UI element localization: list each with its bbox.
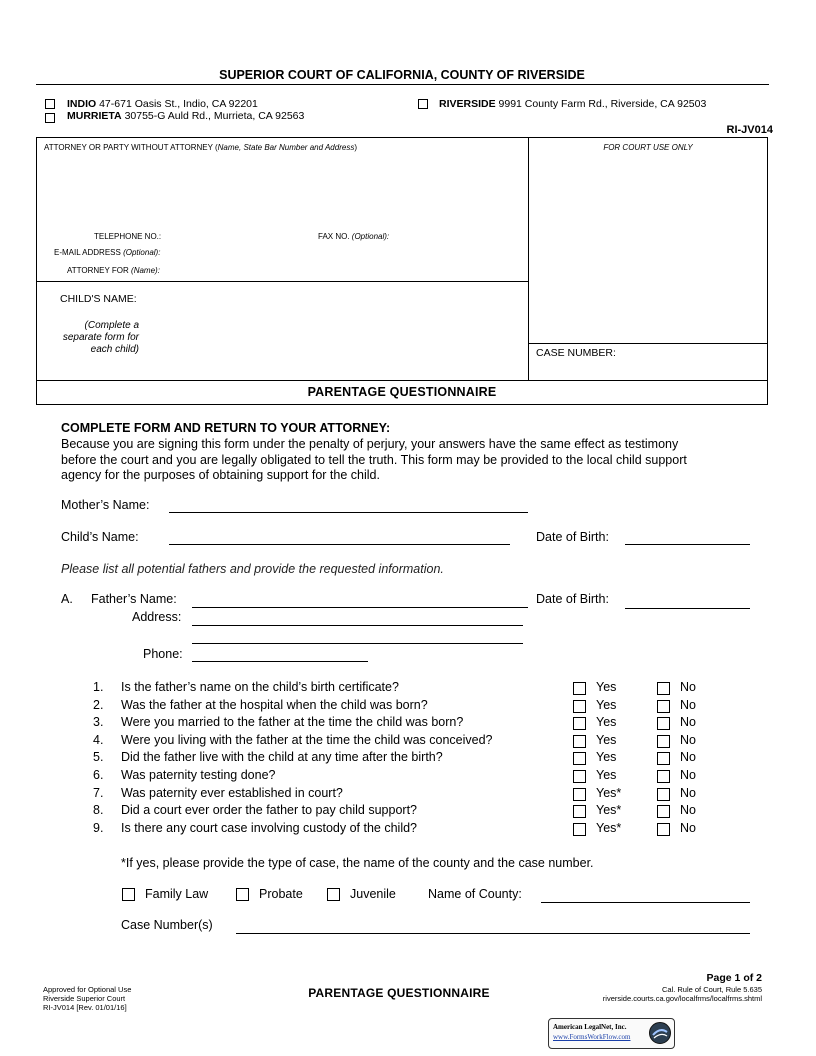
riverside-name: RIVERSIDE (439, 98, 496, 110)
logo-company: American LegalNet, Inc. (553, 1023, 627, 1031)
fax-label-text: FAX NO. (318, 232, 350, 241)
question-text: Was paternity ever established in court? (121, 785, 343, 800)
question-text: Were you married to the father at the time the child was born? (121, 715, 464, 730)
no-label: No (680, 768, 696, 782)
footer-right (560, 985, 762, 1003)
no-checkbox[interactable] (657, 752, 670, 765)
case-numbers-label: Case Number(s) (121, 918, 213, 932)
attorney-label-end: ) (354, 143, 357, 152)
childs-note-line2: separate form for (62, 332, 139, 343)
no-label: No (680, 785, 696, 800)
attorney-for-label (67, 266, 160, 275)
question-row (0, 750, 816, 768)
logo-url: www.FormsWorkFlow.com (553, 1033, 631, 1041)
question-text: Were you living with the father at the time the child was conceived? (121, 732, 493, 747)
yes-checkbox[interactable] (573, 752, 586, 765)
footer-rule: Cal. Rule of Court, Rule 5.635 (661, 985, 762, 994)
childs-note-line1: (Complete a (84, 320, 139, 331)
email-optional: (Optional): (123, 248, 161, 257)
no-label: No (680, 750, 696, 765)
yes-label: Yes* (596, 803, 622, 818)
question-row (0, 698, 816, 716)
indio-address: 47-671 Oasis St., Indio, CA 92201 (99, 98, 258, 110)
murrieta-location (67, 110, 304, 122)
address-label: Address: (132, 610, 182, 624)
fathers-name-input[interactable] (192, 607, 528, 608)
email-label (54, 248, 160, 257)
childs-name-caption-input[interactable] (150, 288, 520, 304)
childs-name-field-label: Child’s Name: (61, 530, 139, 544)
attorney-section-divider (36, 281, 528, 282)
address-line1-input[interactable] (192, 625, 523, 626)
no-checkbox[interactable] (657, 682, 670, 695)
yes-checkbox[interactable] (573, 735, 586, 748)
yes-label: Yes (596, 715, 617, 730)
yes-checkbox[interactable] (573, 788, 586, 801)
question-number: 1. (93, 680, 104, 694)
indio-location (67, 98, 258, 110)
intro-line2: before the court and you are legally obligated to tell the truth. This form may be provided to the local child support (61, 452, 687, 467)
intro-text (61, 437, 687, 484)
father-dob-label: Date of Birth: (536, 592, 609, 606)
email-input[interactable] (165, 245, 520, 257)
attorney-label-text: ATTORNEY OR PARTY WITHOUT ATTORNEY ( (44, 143, 218, 152)
attorney-label (44, 143, 357, 152)
no-label: No (680, 820, 696, 835)
case-number-input[interactable] (536, 360, 764, 376)
yes-checkbox[interactable] (573, 805, 586, 818)
no-label: No (680, 732, 696, 747)
murrieta-checkbox[interactable] (45, 113, 55, 123)
no-label: No (680, 715, 696, 730)
juvenile-label: Juvenile (350, 887, 396, 901)
fathers-instruction: Please list all potential fathers and provide the requested information. (61, 562, 444, 576)
yes-label: Yes (596, 697, 617, 712)
footer-title: PARENTAGE QUESTIONNAIRE (308, 986, 490, 1000)
attorney-input[interactable] (40, 152, 524, 230)
followup-note: *If yes, please provide the type of case, the name of the county and the case number. (121, 856, 594, 870)
question-row (0, 680, 816, 698)
question-text: Did a court ever order the father to pay child support? (121, 803, 417, 818)
riverside-checkbox[interactable] (418, 99, 428, 109)
attorney-for-text: ATTORNEY FOR (67, 266, 129, 275)
globe-icon (648, 1021, 672, 1045)
question-text: Was paternity testing done? (121, 768, 276, 782)
no-label: No (680, 803, 696, 818)
question-row (0, 733, 816, 751)
child-dob-input[interactable] (625, 544, 750, 545)
yes-label: Yes* (596, 820, 622, 835)
attorney-for-input[interactable] (165, 263, 520, 275)
yes-label: Yes (596, 680, 617, 694)
question-row (0, 715, 816, 733)
page-number: Page 1 of 2 (706, 972, 762, 984)
court-use-divider (528, 343, 768, 344)
address-line2-input[interactable] (192, 643, 523, 644)
footer-url: riverside.courts.ca.gov/localfrms/localfrms.shtml (602, 994, 762, 1003)
question-row (0, 768, 816, 786)
question-number: 8. (93, 803, 104, 818)
childs-name-label: CHILD'S NAME: (60, 293, 137, 305)
question-number: 3. (93, 715, 104, 730)
questions-list (0, 680, 816, 840)
no-checkbox[interactable] (657, 717, 670, 730)
probate-label: Probate (259, 887, 303, 901)
intro-heading: COMPLETE FORM AND RETURN TO YOUR ATTORNEY: (61, 421, 391, 435)
form-code: RI-JV014 (726, 124, 773, 136)
question-number: 2. (93, 697, 104, 712)
fathers-name-label: Father’s Name: (91, 592, 177, 606)
no-label: No (680, 697, 696, 712)
indio-name: INDIO (67, 98, 97, 110)
title-divider (36, 380, 768, 381)
question-number: 9. (93, 820, 104, 835)
intro-line3: agency for the purposes of obtaining support for the child. (61, 468, 380, 482)
yes-label: Yes (596, 768, 617, 782)
question-number: 6. (93, 768, 104, 782)
no-checkbox[interactable] (657, 770, 670, 783)
yes-checkbox[interactable] (573, 770, 586, 783)
case-number-label: CASE NUMBER: (536, 347, 616, 359)
question-number: 7. (93, 785, 104, 800)
childs-name-note (40, 320, 139, 356)
mothers-name-label: Mother’s Name: (61, 498, 150, 512)
telephone-label: TELEPHONE NO.: (94, 232, 162, 241)
section-a-label: A. (61, 592, 73, 606)
case-numbers-input[interactable] (236, 933, 750, 934)
question-text: Is there any court case involving custody of the child? (121, 820, 417, 835)
no-checkbox[interactable] (657, 788, 670, 801)
county-label: Name of County: (428, 887, 522, 901)
question-number: 4. (93, 732, 104, 747)
no-label: No (680, 680, 696, 694)
county-input[interactable] (541, 902, 750, 903)
legalnet-logo[interactable] (548, 1018, 675, 1049)
yes-checkbox[interactable] (573, 823, 586, 836)
juvenile-checkbox[interactable] (327, 888, 340, 901)
childs-name-input[interactable] (169, 544, 510, 545)
question-row (0, 821, 816, 839)
question-number: 5. (93, 750, 104, 765)
yes-checkbox[interactable] (573, 717, 586, 730)
fax-label (318, 232, 389, 241)
no-checkbox[interactable] (657, 735, 670, 748)
header-divider (36, 84, 769, 85)
question-text: Was the father at the hospital when the child was born? (121, 697, 428, 712)
child-dob-label: Date of Birth: (536, 530, 609, 544)
fax-optional: (Optional): (351, 232, 390, 241)
yes-label: Yes (596, 732, 617, 747)
no-checkbox[interactable] (657, 823, 670, 836)
phone-label: Phone: (143, 647, 183, 661)
court-use-label: FOR COURT USE ONLY (603, 143, 693, 152)
court-title: SUPERIOR COURT OF CALIFORNIA, COUNTY OF RIVERSIDE (219, 68, 585, 82)
family-law-label: Family Law (145, 887, 209, 901)
footer-approved: Approved for Optional Use (43, 985, 132, 994)
yes-checkbox[interactable] (573, 700, 586, 713)
intro-line1: Because you are signing this form under the penalty of perjury, your answers have the same effect as testimony (61, 437, 679, 451)
no-checkbox[interactable] (657, 700, 670, 713)
father-dob-input[interactable] (625, 608, 750, 609)
question-text: Is the father’s name on the child’s birth certificate? (121, 680, 399, 694)
question-row (0, 803, 816, 821)
riverside-address: 9991 County Farm Rd., Riverside, CA 92503 (498, 98, 707, 110)
yes-label: Yes (596, 750, 617, 765)
question-text: Did the father live with the child at any time after the birth? (121, 750, 443, 765)
phone-input[interactable] (192, 661, 368, 662)
footer-court: Riverside Superior Court (43, 994, 126, 1003)
indio-checkbox[interactable] (45, 99, 55, 109)
telephone-input[interactable] (165, 229, 305, 241)
footer-rev: RI-JV014 [Rev. 01/01/16] (43, 1003, 127, 1012)
murrieta-name: MURRIETA (67, 110, 122, 122)
yes-label: Yes* (596, 785, 622, 800)
question-row (0, 786, 816, 804)
attorney-for-name: (Name): (131, 266, 160, 275)
form-title: PARENTAGE QUESTIONNAIRE (307, 385, 497, 399)
email-label-text: E-MAIL ADDRESS (54, 248, 121, 257)
mothers-name-input[interactable] (169, 512, 528, 513)
childs-note-line3: each child) (90, 344, 139, 355)
murrieta-address: 30755-G Auld Rd., Murrieta, CA 92563 (124, 110, 305, 122)
probate-checkbox[interactable] (236, 888, 249, 901)
riverside-location (439, 98, 706, 110)
no-checkbox[interactable] (657, 805, 670, 818)
family-law-checkbox[interactable] (122, 888, 135, 901)
yes-checkbox[interactable] (573, 682, 586, 695)
fax-input[interactable] (392, 229, 522, 241)
attorney-label-italic: Name, State Bar Number and Address (217, 143, 355, 152)
